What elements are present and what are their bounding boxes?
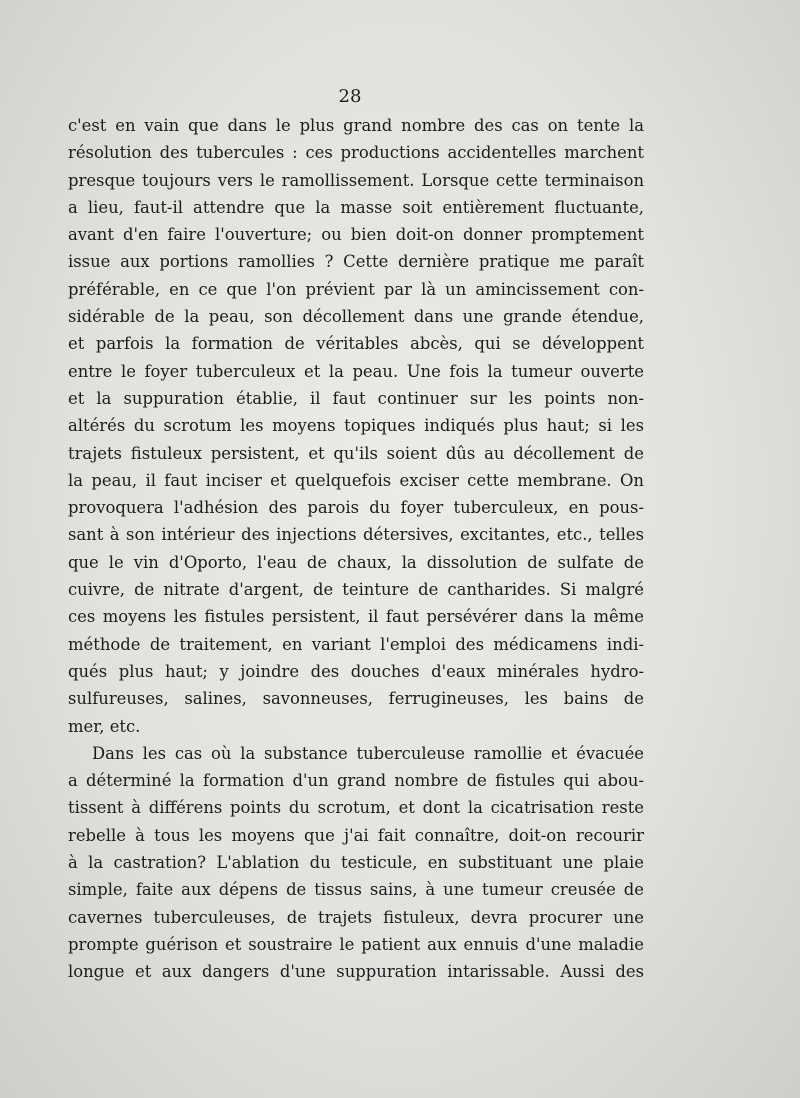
- text-line: prompte guérison et soustraire le patient aux ennuis d'une maladie: [68, 934, 644, 954]
- text-line: la peau, il faut inciser et quelquefois exciser cette membrane. On: [68, 470, 644, 490]
- text-line: a lieu, faut-il attendre que la masse soit entièrement fluctuante,: [68, 197, 644, 217]
- text-line: c'est en vain que dans le plus grand nombre des cas on tente la: [68, 116, 644, 135]
- paragraph-2: [68, 740, 644, 986]
- body-text: [68, 112, 644, 986]
- text-line: longue et aux dangers d'une suppuration intarissable. Aussi des: [68, 962, 644, 982]
- paragraph-1: [68, 112, 644, 740]
- text-line: simple, faite aux dépens de tissus sains, à une tumeur creusée de: [68, 880, 644, 900]
- text-line: cavernes tuberculeuses, de trajets fistuleux, devra procurer une: [68, 907, 644, 927]
- text-line: sulfureuses, salines, savonneuses, ferrugineuses, les bains de: [68, 689, 644, 709]
- text-line: a déterminé la formation d'un grand nombre de fistules qui abou-: [68, 771, 644, 791]
- text-line: avant d'en faire l'ouverture; ou bien doit-on donner promptement: [68, 225, 644, 245]
- text-line: qués plus haut; y joindre des douches d'eaux minérales hydro-: [68, 661, 644, 681]
- page-number: 28: [338, 86, 362, 107]
- text-line: tissent à différens points du scrotum, et dont la cicatrisation reste: [68, 798, 644, 818]
- text-line: sant à son intérieur des injections détersives, excitantes, etc., telles: [68, 525, 644, 545]
- text-line: altérés du scrotum les moyens topiques indiqués plus haut; si les: [68, 416, 644, 436]
- text-line: rebelle à tous les moyens que j'ai fait connaître, doit-on recourir: [68, 825, 644, 845]
- text-line: presque toujours vers le ramollissement. Lorsque cette terminaison: [68, 170, 644, 190]
- text-line: et parfois la formation de véritables abcès, qui se développent: [68, 334, 644, 354]
- text-line: que le vin d'Oporto, l'eau de chaux, la dissolution de sulfate de: [68, 552, 644, 572]
- text-line: résolution des tubercules : ces productions accidentelles marchent: [68, 143, 644, 163]
- text-line: Dans les cas où la substance tuberculeuse ramollie et évacuée: [92, 743, 644, 763]
- text-line: issue aux portions ramollies ? Cette dernière pratique me paraît: [68, 252, 644, 272]
- text-line: provoquera l'adhésion des parois du foyer tuberculeux, en pous-: [68, 498, 644, 518]
- text-line: préférable, en ce que l'on prévient par là un amincissement con-: [68, 279, 644, 299]
- text-line: ces moyens les fistules persistent, il faut persévérer dans la même: [68, 607, 644, 627]
- text-line: trajets fistuleux persistent, et qu'ils soient dûs au décollement de: [68, 443, 644, 463]
- text-line: méthode de traitement, en variant l'emploi des médicamens indi-: [68, 634, 644, 654]
- text-line: mer, etc.: [68, 716, 141, 736]
- text-line: et la suppuration établie, il faut continuer sur les points non-: [68, 388, 644, 408]
- text-line: entre le foyer tuberculeux et la peau. Une fois la tumeur ouverte: [68, 361, 644, 381]
- text-line: cuivre, de nitrate d'argent, de teinture de cantharides. Si malgré: [68, 580, 644, 600]
- text-line: sidérable de la peau, son décollement dans une grande étendue,: [68, 307, 644, 327]
- text-line: à la castration? L'ablation du testicule, en substituant une plaie: [68, 853, 644, 873]
